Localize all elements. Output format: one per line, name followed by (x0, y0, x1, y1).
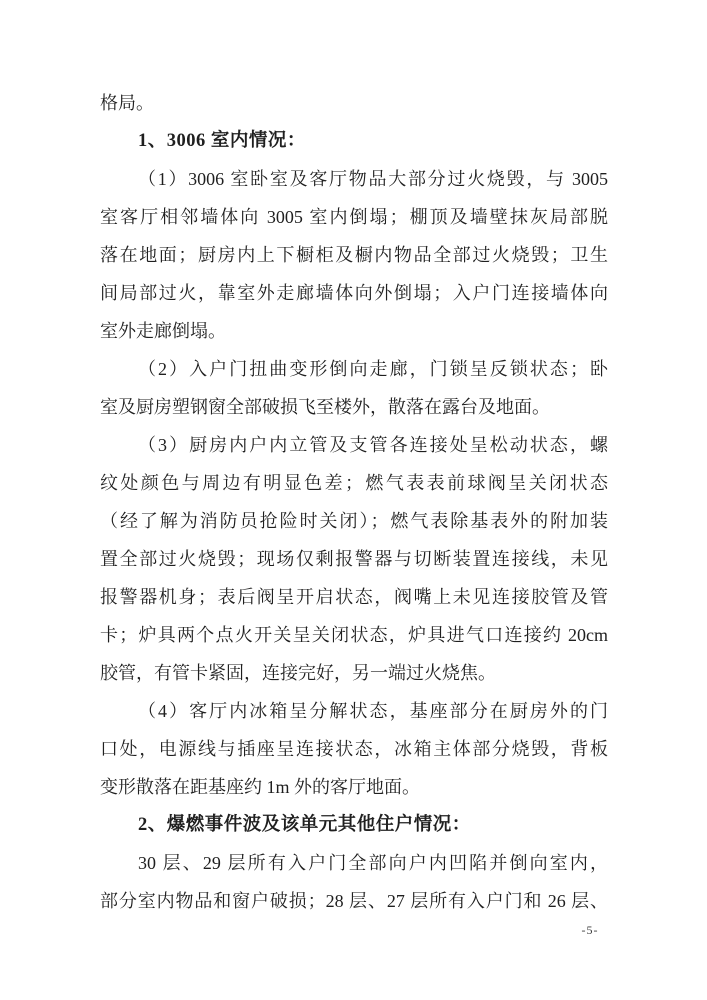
text-line: 室及厨房塑钢窗全部破损飞至楼外，散落在露台及地面。 (100, 397, 550, 417)
text-line: 30 层、29 层所有入户门全部向户内凹陷并倒向室内， (138, 853, 608, 873)
text-line: 落在地面；厨房内上下橱柜及橱内物品全部过火烧毁；卫生 (100, 245, 608, 265)
text-line: 部分室内物品和窗户破损；28 层、27 层所有入户门和 26 层、 (100, 891, 608, 911)
section-heading: 1、3006 室内情况： (138, 131, 306, 151)
section-heading: 2、爆燃事件波及该单元其他住户情况： (138, 815, 471, 835)
text-line: （经了解为消防员抢险时关闭）；燃气表除基表外的附加装 (100, 511, 608, 531)
text-line: 报警器机身；表后阀呈开启状态，阀嘴上未见连接胶管及管 (100, 587, 608, 607)
text-line: 格局。 (100, 93, 154, 113)
text-line: 置全部过火烧毁；现场仅剩报警器与切断装置连接线，未见 (100, 549, 608, 569)
text-line: 胶管，有管卡紧固，连接完好，另一端过火烧焦。 (100, 663, 496, 683)
text-line: （1）3006 室卧室及客厅物品大部分过火烧毁，与 3005 (138, 169, 608, 189)
text-line: 卡；炉具两个点火开关呈关闭状态，炉具进气口连接约 20cm (100, 625, 608, 645)
page-number: -5- (581, 923, 599, 937)
text-line: （4）客厅内冰箱呈分解状态，基座部分在厨房外的门 (138, 701, 608, 721)
text-line: 间局部过火，靠室外走廊墙体向外倒塌；入户门连接墙体向 (100, 283, 608, 303)
text-line: 口处，电源线与插座呈连接状态，冰箱主体部分烧毁，背板 (100, 739, 608, 759)
page-content (100, 84, 608, 920)
text-line: 室客厅相邻墙体向 3005 室内倒塌；棚顶及墙壁抹灰局部脱 (100, 207, 608, 227)
text-line: 纹处颜色与周边有明显色差；燃气表表前球阀呈关闭状态 (100, 473, 608, 493)
text-line: （2）入户门扭曲变形倒向走廊，门锁呈反锁状态；卧 (138, 359, 608, 379)
text-line: 室外走廊倒塌。 (100, 321, 226, 341)
text-line: （3）厨房内户内立管及支管各连接处呈松动状态，螺 (138, 435, 608, 455)
text-line: 变形散落在距基座约 1m 外的客厅地面。 (100, 777, 420, 797)
